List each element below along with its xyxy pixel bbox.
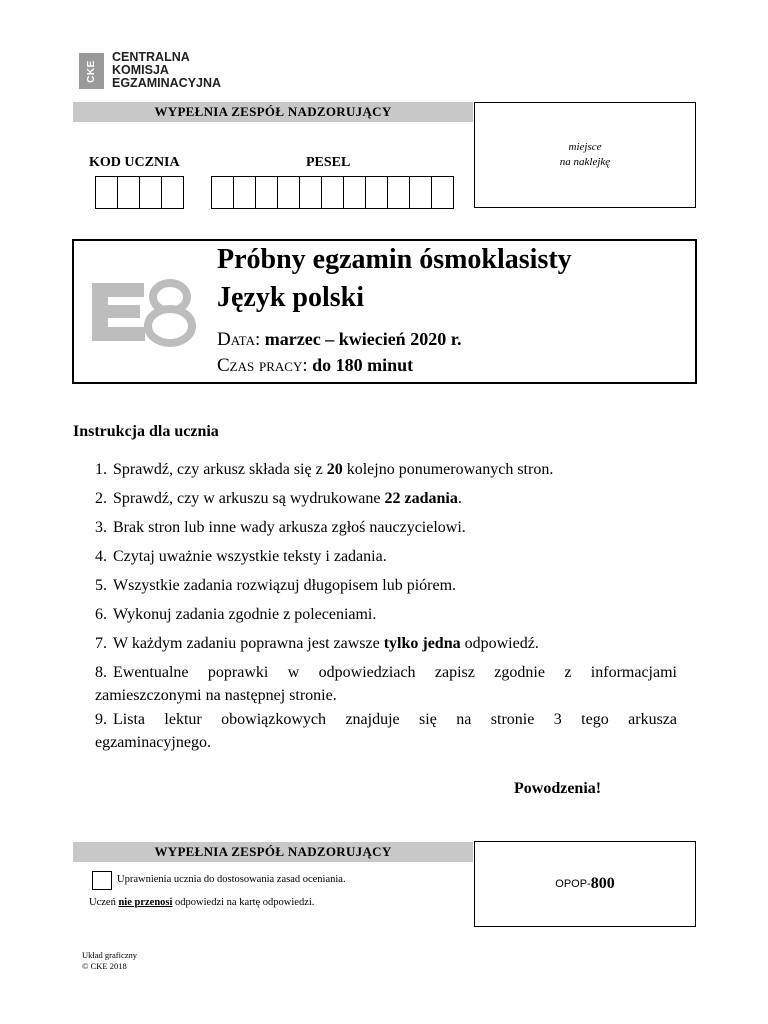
list-item-continuation: zamieszczonymi na następnej stronie. — [95, 687, 337, 704]
good-luck-text: Powodzenia! — [514, 780, 602, 797]
student-code-cell[interactable] — [140, 177, 162, 208]
e8-logo — [90, 275, 200, 349]
exam-code-box — [474, 841, 696, 927]
pesel-cell[interactable] — [410, 177, 432, 208]
pesel-cell[interactable] — [388, 177, 410, 208]
exam-date — [217, 329, 462, 351]
student-code-boxes[interactable] — [95, 176, 184, 209]
list-item: 9. Lista lektur obowiązkowych znajduje się na stronie 3 tego arkusza — [95, 711, 677, 728]
no-transfer-note: Uczeń nie przenosi odpowiedzi na kartę odpowiedzi. — [89, 897, 315, 908]
exam-title-box — [72, 239, 697, 384]
time-label: Czas pracy: — [217, 355, 308, 376]
time-value: do 180 minut — [312, 355, 414, 375]
footer-credit: Układ graficzny © CKE 2018 — [82, 950, 137, 971]
list-item: 3. Brak stron lub inne wady arkusza zgłoś nauczycielowi. — [95, 519, 466, 536]
pesel-cell[interactable] — [212, 177, 234, 208]
pesel-cell[interactable] — [300, 177, 322, 208]
pesel-label: PESEL — [306, 155, 351, 170]
exam-subject: Język polski — [217, 282, 365, 313]
cke-logo-mark: CKE — [79, 53, 104, 89]
supervisor-header-top: WYPEŁNIA ZESPÓŁ NADZORUJĄCY — [73, 102, 473, 122]
date-value: marzec – kwiecień 2020 r. — [264, 329, 462, 349]
student-code-cell[interactable] — [96, 177, 118, 208]
sticker-placeholder — [474, 102, 696, 208]
pesel-boxes[interactable] — [211, 176, 454, 209]
pesel-cell[interactable] — [256, 177, 278, 208]
date-label: Data: — [217, 329, 261, 350]
exam-title: Próbny egzamin ósmoklasisty — [217, 244, 572, 275]
list-item: 2. Sprawdź, czy w arkuszu są wydrukowane 22 zadania. — [95, 490, 462, 507]
instructions-heading: Instrukcja dla ucznia — [73, 423, 219, 440]
supervisor-header-bottom: WYPEŁNIA ZESPÓŁ NADZORUJĄCY — [73, 842, 473, 862]
list-item: 8. Ewentualne poprawki w odpowiedziach zapisz zgodnie z informacjami — [95, 664, 677, 681]
list-item: 6. Wykonuj zadania zgodnie z poleceniami. — [95, 606, 377, 623]
sticker-line-1: miejsce — [568, 141, 602, 153]
pesel-cell[interactable] — [322, 177, 344, 208]
pesel-cell[interactable] — [234, 177, 256, 208]
list-item: 7. W każdym zadaniu poprawna jest zawsze tylko jedna odpowiedź. — [95, 635, 539, 652]
student-code-label: KOD UCZNIA — [89, 155, 180, 170]
svg-text:E8: E8 — [145, 317, 150, 322]
student-code-cell[interactable] — [118, 177, 140, 208]
exam-code-prefix: OPOP- — [555, 878, 591, 890]
exam-code-number: 800 — [590, 875, 615, 892]
instructions-list — [95, 455, 677, 752]
sticker-line-2: na naklejkę — [559, 156, 611, 168]
pesel-cell[interactable] — [366, 177, 388, 208]
cke-logo-text: CENTRALNA KOMISJA EGZAMINACYJNA — [112, 50, 222, 90]
student-code-cell[interactable] — [162, 177, 183, 208]
accommodation-label: Uprawnienia ucznia do dostosowania zasad oceniania. — [117, 874, 346, 885]
pesel-cell[interactable] — [432, 177, 453, 208]
pesel-cell[interactable] — [278, 177, 300, 208]
accommodation-checkbox[interactable] — [92, 871, 112, 890]
list-item-continuation: egzaminacyjnego. — [95, 734, 211, 751]
list-item: 4. Czytaj uważnie wszystkie teksty i zadania. — [95, 548, 387, 565]
list-item: 5. Wszystkie zadania rozwiązuj długopisem lub piórem. — [95, 577, 457, 594]
list-item: 1. Sprawdź, czy arkusz składa się z 20 kolejno ponumerowanych stron. — [95, 461, 554, 478]
exam-time — [217, 355, 413, 377]
pesel-cell[interactable] — [344, 177, 366, 208]
